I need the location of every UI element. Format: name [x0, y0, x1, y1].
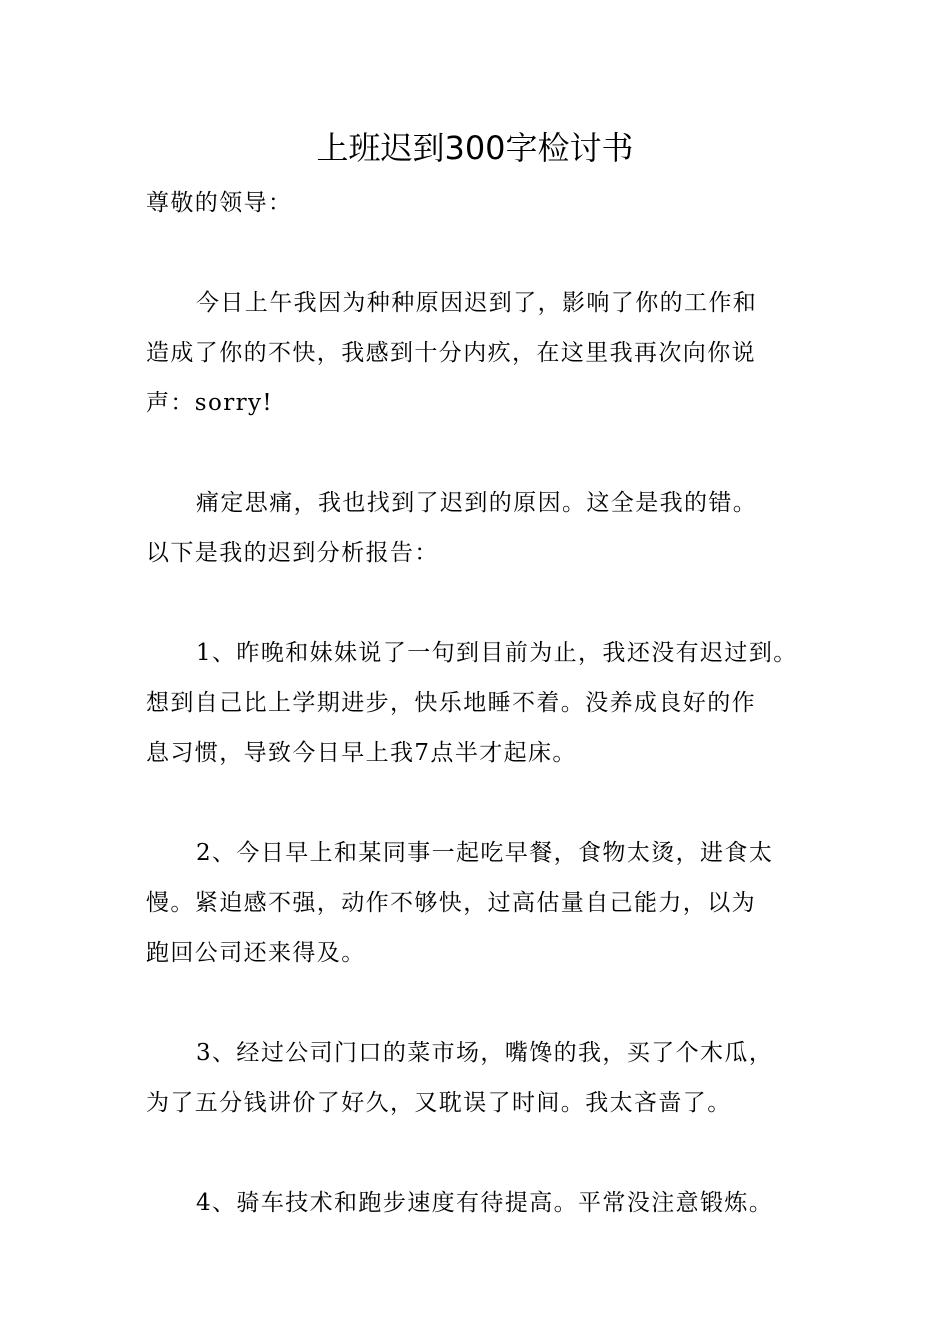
paragraph-line: 3、经过公司门口的菜市场，嘴馋的我，买了个木瓜，	[196, 1040, 774, 1066]
paragraph-line: 4、骑车技术和跑步速度有待提高。平常没注意锻炼。	[196, 1190, 774, 1216]
paragraph-line: 想到自己比上学期进步，快乐地睡不着。没养成良好的作	[146, 690, 756, 716]
paragraph-line: 今日上午我因为种种原因迟到了，影响了你的工作和	[196, 290, 758, 316]
paragraph-line: 以下是我的迟到分析报告：	[146, 540, 439, 566]
greeting: 尊敬的领导：	[146, 190, 293, 216]
paragraph-line: 痛定思痛，我也找到了迟到的原因。这全是我的错。	[196, 490, 758, 516]
paragraph-reason-1	[146, 628, 836, 778]
paragraph-line: 1、昨晚和妹妹说了一句到目前为止，我还没有迟过到。	[196, 640, 798, 666]
paragraph-reason-3	[146, 1028, 836, 1128]
paragraph-line: 声：sorry!	[146, 390, 274, 416]
document-body	[146, 178, 836, 1228]
paragraph-line: 息习惯，导致今日早上我7点半才起床。	[146, 740, 577, 766]
paragraph-line: 造成了你的不快，我感到十分内疚，在这里我再次向你说	[146, 340, 756, 366]
paragraph-line: 2、今日早上和某同事一起吃早餐，食物太烫，进食太	[196, 840, 774, 866]
paragraph-reflection	[146, 478, 836, 578]
paragraph-apology	[146, 278, 836, 428]
paragraph-line: 为了五分钱讲价了好久，又耽误了时间。我太吝啬了。	[146, 1090, 732, 1116]
paragraph-reason-2	[146, 828, 836, 978]
paragraph-line: 慢。紧迫感不强，动作不够快，过高估量自己能力，以为	[146, 890, 756, 916]
document-title: 上班迟到300字检讨书	[316, 129, 634, 167]
paragraph-reason-4	[146, 1178, 836, 1228]
paragraph-line: 跑回公司还来得及。	[146, 940, 366, 966]
